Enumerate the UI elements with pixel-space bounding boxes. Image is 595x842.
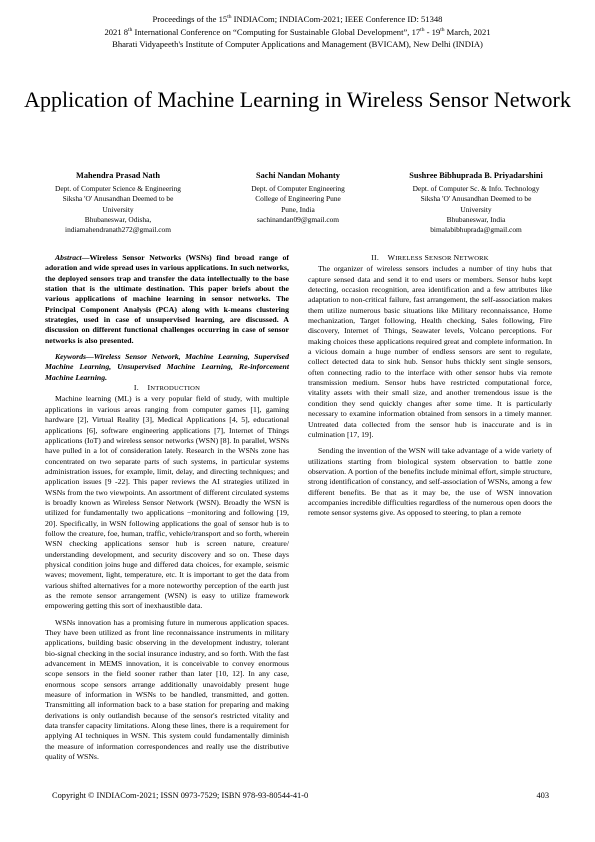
author-affiliation: University bbox=[102, 204, 134, 214]
left-column bbox=[45, 253, 289, 763]
conference-header bbox=[0, 12, 595, 50]
author-affiliation: Siksha 'O' Anusandhan Deemed to be bbox=[420, 194, 532, 204]
author-location: Pune, India bbox=[281, 204, 315, 214]
abstract-label: Abstract bbox=[55, 253, 82, 262]
author-1 bbox=[28, 171, 208, 235]
right-column bbox=[308, 253, 552, 519]
author-name: Mahendra Prasad Nath bbox=[76, 171, 160, 180]
page-number: 403 bbox=[536, 791, 549, 800]
abstract bbox=[45, 253, 289, 346]
author-email: bimalabibhuprada@gmail.com bbox=[430, 225, 522, 235]
conference-line-1: Proceedings of the 15th INDIACom; INDIACom-2021; IEEE Conference ID: 51348 bbox=[152, 13, 443, 24]
author-location: Bhubaneswar, Odisha, bbox=[84, 214, 152, 224]
intro-paragraph-1: Machine learning (ML) is a very popular field of study, with multiple applications in various areas ranging from computer games [1], gaming hardware [2], Virtual Reality [3], Medical Applications [4, 5], educational applications [6], software engineering applications [7], Internet of Things applications (IoT) and wireless sensor networks (WSN) [8]. In parallel, WSNs have pulled in a lot of consideration lately. Research in the WSNs zone has concentrated on two separate parts of such systems, in particular systems administration issues, for example, limit, delay, and directing techniques; and application issues [9 -22]. This paper reviews the AI strategies utilized in WSNs from the two viewpoints. An assortment of different circulated systems is broadly known as Wireless Sensor Network (WSN). Broadly the WSN is utilized for fundamentally two applications −monitoring and following [19, 20]. Specifically, in WSN following applications the goal of sensor hub is to follow the creature, foe, human, traffic, vehicle/transport and so forth, wherein WSN checking applications sensor hub is screen nature, creature/ understanding development, and security discovery and so on. These days physical condition joins huge and differed data choices, for example, seismic waves; movement, light, temperature, etc. It is important to get the data from various shifted alternatives for a more noteworthy perception of the earth just as the remote sensor arrangement (WSN) is easy to utilize framework empowering getting this sort of inexhaustible data. bbox=[45, 394, 289, 611]
conference-line-2: 2021 8th International Conference on “Computing for Sustainable Global Development”, 17th - 19th March, 2021 bbox=[104, 27, 491, 38]
author-affiliation: Dept. of Computer Sc. & Info. Technology bbox=[412, 184, 540, 194]
keywords-label: Keywords bbox=[55, 352, 86, 362]
keywords-text: —Wireless Sensor Network, Machine Learning, Supervised Machine Learning, Unsupervised Machine Learning, Re-inforcement Machine Learning. bbox=[45, 352, 289, 382]
section-heading-wsn: II. WIRELESS SENSOR NETWORK bbox=[371, 253, 489, 262]
author-name: Sushree Bibhuprada B. Priyadarshini bbox=[409, 171, 543, 180]
author-location: Bhubaneswar, India bbox=[446, 214, 506, 224]
author-name: Sachi Nandan Mohanty bbox=[256, 171, 340, 180]
paper-title: Application of Machine Learning in Wireless Sensor Network bbox=[24, 87, 571, 112]
author-affiliation: Dept. of Computer Engineering bbox=[251, 184, 345, 194]
page-footer bbox=[52, 791, 549, 800]
intro-paragraph-2: WSNs innovation has a promising future in numerous application spaces. They have been utilized as front line reconnaissance instruments in military applications, building basic observing in the development industry, tolerant bio-signal checking in the social insurance industry, and so forth. With the fast advancement in MEMS innovation, it is conceivable to convey enormous scope sensors in the field sooner rather than later [10, 12]. In any case, enormous scope sensors arrange additionally unavoidably present huge measure of information in WSNs to be handled, transmitted, and gotten. Transmitting all information back to a base station for preparing and making derivations is only outlandish because of the sensor's restricted vitality and data transfer capacity limitations. Along these lines, there is a requirement for applying AI techniques in WSN. This system could fundamentally diminish the measure of information correspondences and really use the distributive quality of WSNs. bbox=[45, 617, 289, 762]
author-affiliation: Dept. of Computer Science & Engineering bbox=[54, 184, 182, 194]
author-2 bbox=[208, 171, 388, 225]
section-heading-introduction: I. INTRODUCTION bbox=[133, 383, 201, 393]
author-email: sachinandan09@gmail.com bbox=[256, 214, 340, 224]
author-affiliation: University bbox=[460, 204, 492, 214]
wsn-paragraph-2: Sending the invention of the WSN will take advantage of a wide variety of utilizations starting from biological system observation to battle zone observation. A portion of the benefits include minimal effort, simple structure, strong identification of constancy, and self-association of WSNs, among a few different benefits. Be that as it may be, the use of WSN innovation accompanies incredible difficulties regardless of the numerous open doors the remote sensor systems give. As opposed to steering, to plan a remote bbox=[308, 446, 552, 518]
keywords bbox=[45, 352, 289, 383]
author-affiliation: Siksha 'O' Anusandhan Deemed to be bbox=[62, 194, 174, 204]
author-email: indiamahendranath272@gmail.com bbox=[65, 225, 171, 235]
author-affiliation: College of Engineering Pune bbox=[255, 194, 341, 204]
copyright-line: Copyright © INDIACom-2021; ISSN 0973-7529; ISBN 978-93-80544-41-0 bbox=[52, 791, 309, 800]
abstract-text: —Wireless Sensor Networks (WSNs) find broad range of adoration and wide spread uses in various applications. In such networks, the deployed sensors trap and transfer the data intellectually to the base station that is the ultimate destination. This paper briefs about the various applications of machine learning in sensor networks. The Principal Component Analysis (PCA) along with k-means clustering strategies, used in case of unsupervised learning, are discussed. A discussion on different functional challenges occurring in case of sensor networks is also presented. bbox=[45, 253, 289, 345]
conference-line-3: Bharati Vidyapeeth's Institute of Computer Applications and Management (BVICAM), New Delhi (INDIA) bbox=[112, 38, 483, 49]
wsn-paragraph-1: The organizer of wireless sensors includes a number of tiny hubs that capture sensed data and send it to end users or members. Sensor hubs kept detecting, occasion recognition, area identification and a few attributes like adaptation to non-critical failure, fast arrangement, the self-association makes them utilize numerous basic situations like Military reconnaissance, Home mechanization, Target following, Health checking, Sales following, Fire discovery, Internet of Things, Seawater levels, Volcano perceptions. For making choices these applications required great and complete information. In a vicious domain a huge number of endless sensors are sent to regulate, collect detected data to sink hub. Sensor hubs thickly sent single sensors, often connecting radio to the interface with other sensor hubs via remote transmission medium. Sensor hubs have restricted computational force, vitality assets with their small size, and another tremendous issue is the condition they send quickly changes after some time. It is particularly necessary to examine information obtained from sensors in a timely manner. Untreated data collected from the sensor hub is inaccurate and is in culmination [17, 19]. bbox=[308, 264, 552, 439]
author-3 bbox=[386, 171, 566, 235]
